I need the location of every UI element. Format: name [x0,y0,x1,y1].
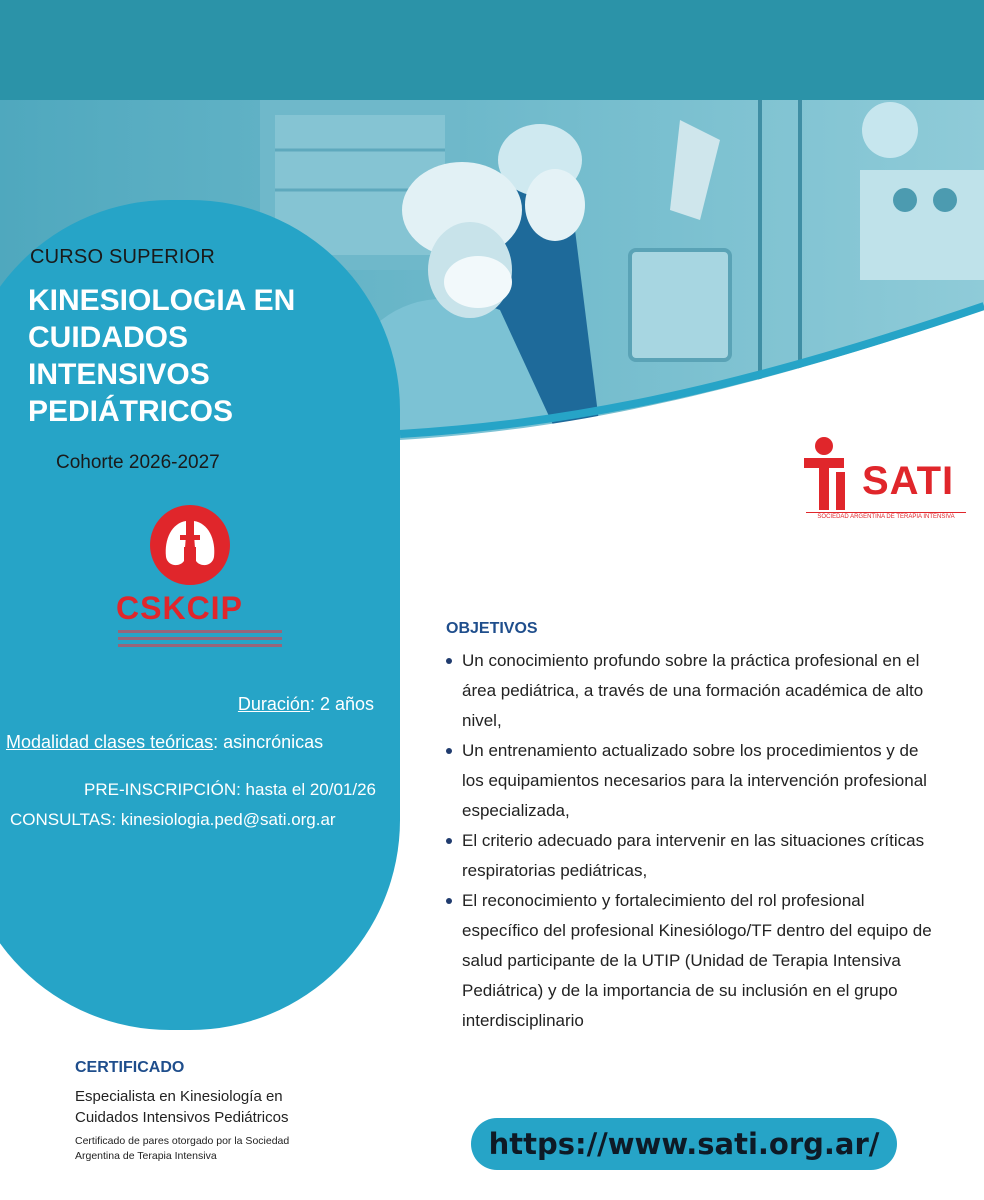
duration [238,694,374,715]
objective-text: Un conocimiento profundo sobre la práctica profesional en el área pediátrica, a través de una formación académica de alto nivel, [462,651,924,730]
sati-subtitle: SOCIEDAD ARGENTINA DE TERAPIA INTENSIVA [806,512,966,520]
title-line: KINESIOLOGIA EN [28,284,296,317]
bullet-icon [446,898,452,904]
title-line: CUIDADOS [28,321,189,354]
cskcip-logo [150,505,230,585]
contact-email[interactable]: CONSULTAS: kinesiologia.ped@sati.org.ar [10,810,336,829]
duration-value: : 2 años [309,694,374,714]
course-type: CURSO SUPERIOR [30,246,216,268]
top-band [0,0,984,100]
objectives-heading: OBJETIVOS [446,620,538,637]
duration-label: Duración [237,694,310,714]
list-item [440,736,940,826]
objectives-list [440,646,940,1036]
title-line: INTENSIVOS [28,358,210,391]
bullet-icon [446,748,452,754]
lungs-icon [150,505,230,585]
objective-text: Un entrenamiento actualizado sobre los procedimientos y de los equipamientos necesarios para la intervención profesional especializada, [462,741,927,820]
cohort: Cohorte 2026-2027 [56,452,220,473]
sati-wordmark: SATI [862,459,955,503]
website-link[interactable]: https://www.sati.org.ar/ [471,1118,897,1170]
list-item [440,646,940,736]
list-item [440,826,940,886]
sati-figure-icon [802,434,862,514]
certificate-heading: CERTIFICADO [75,1059,185,1076]
modality [6,732,323,753]
bullet-icon [446,658,452,664]
cskcip-subtitle-lines [118,630,282,651]
certificate-name: Especialista en Kinesiología en Cuidados Intensivos Pediátricos [75,1088,289,1126]
modality-label: Modalidad clases teóricas [6,732,214,752]
course-title [28,282,368,430]
objective-text: El criterio adecuado para intervenir en las situaciones críticas respiratorias pediátricas, [462,831,925,880]
pre-registration: PRE-INSCRIPCIÓN: hasta el 20/01/26 [84,780,376,799]
objective-text: El reconocimiento y fortalecimiento del rol profesional específico del profesional Kinesiólogo/TF dentro del equipo de salud participante de la UTIP (Unidad de Terapia Intensiva Pediátrica) y de la importancia de su inclusión en el grupo interdisciplinario [462,891,932,1030]
cskcip-wordmark: CSKCIP [116,590,243,626]
certificate-note: Certificado de pares otorgado por la Sociedad Argentina de Terapia Intensiva [75,1135,290,1162]
modality-value: : asincrónicas [213,732,324,752]
title-line: PEDIÁTRICOS [28,395,234,428]
bullet-icon [446,838,452,844]
list-item [440,886,940,1036]
